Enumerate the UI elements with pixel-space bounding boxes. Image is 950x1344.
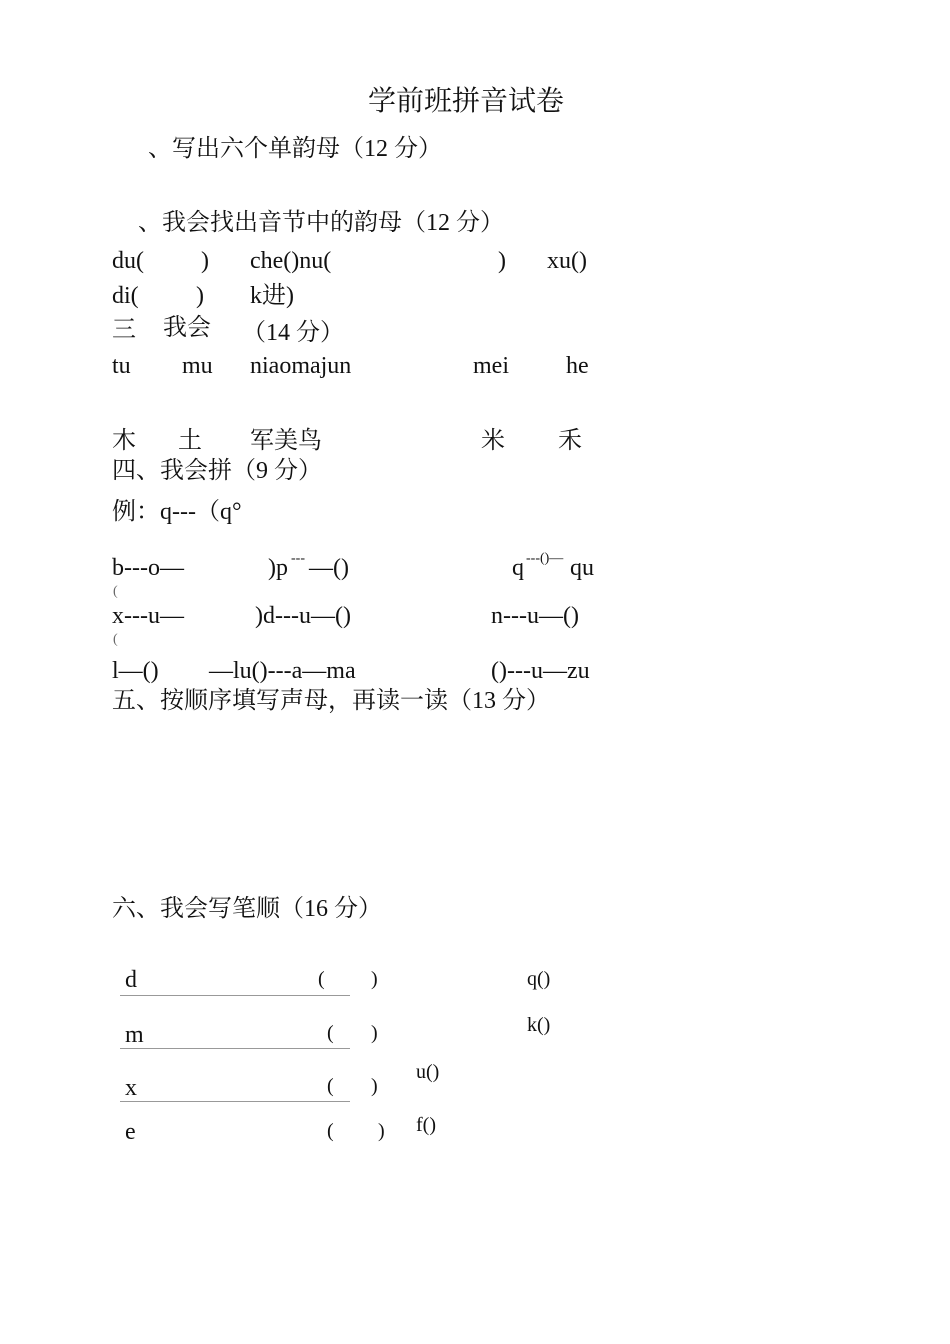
s6-right-item: u() xyxy=(416,1061,440,1083)
s3-hanzi: 土 xyxy=(178,428,202,454)
section5-heading: 五、按顺序填写声母，再读一读（13 分） xyxy=(112,688,550,714)
writing-line xyxy=(120,1101,350,1102)
s4-item: q xyxy=(512,555,524,581)
s6-letter-x: x xyxy=(125,1075,137,1101)
s6-close-paren: ) xyxy=(378,1120,385,1142)
s3-pinyin: niaomajun xyxy=(250,353,352,379)
section4-example: 例：q---（q° xyxy=(112,499,242,525)
s4-item: )p xyxy=(268,555,288,581)
section4-heading: 四、我会拼（9 分） xyxy=(112,458,322,484)
s4-item: —lu()---a—ma xyxy=(209,658,356,684)
s4-paren-mark: ( xyxy=(113,632,118,647)
s4-item: qu xyxy=(570,555,594,581)
s3-pinyin: tu xyxy=(112,353,131,379)
s2-item: di( xyxy=(112,283,139,309)
s3-pinyin: mu xyxy=(182,353,213,379)
s2-item: k进) xyxy=(250,283,294,309)
s6-right-item: q() xyxy=(527,968,551,990)
writing-line xyxy=(120,1048,350,1049)
s6-letter-d: d xyxy=(125,967,137,993)
section3-heading-score: （14 分） xyxy=(242,320,344,346)
s2-item: ) xyxy=(201,248,209,274)
s2-item: ) xyxy=(498,248,506,274)
s2-item: xu() xyxy=(547,248,587,274)
section3-heading-text: 我会 xyxy=(163,315,211,341)
writing-line xyxy=(120,995,350,996)
s4-item: )d---u—() xyxy=(255,603,351,629)
s3-hanzi: 米 xyxy=(481,428,505,454)
s6-open-paren: ( xyxy=(327,1022,334,1044)
page-title: 学前班拼音试卷 xyxy=(368,86,565,117)
s3-hanzi: 木 xyxy=(112,428,136,454)
s6-open-paren: ( xyxy=(327,1120,334,1142)
s4-paren-mark: ( xyxy=(113,584,118,599)
s4-item: ---()— xyxy=(526,551,564,566)
s4-item: ()---u—zu xyxy=(491,658,590,684)
s6-close-paren: ) xyxy=(371,1075,378,1097)
section1-heading: 、写出六个单韵母（12 分） xyxy=(148,136,442,162)
s3-hanzi: 军美鸟 xyxy=(250,428,322,454)
s3-pinyin: mei xyxy=(473,353,509,379)
s4-item: l—() xyxy=(112,658,159,684)
section6-heading: 六、我会写笔顺（16 分） xyxy=(112,896,382,922)
s2-item: ) xyxy=(196,283,204,309)
s3-hanzi: 禾 xyxy=(558,428,582,454)
s2-item: du( xyxy=(112,248,144,274)
s4-item: n---u—() xyxy=(491,603,579,629)
section3-heading-number: 三 xyxy=(112,317,136,343)
s4-item: —() xyxy=(309,555,349,581)
s6-right-item: f() xyxy=(416,1114,436,1136)
s4-item: b---o— xyxy=(112,555,184,581)
s4-item: x---u— xyxy=(112,603,184,629)
s3-pinyin: he xyxy=(566,353,589,379)
s2-item: che()nu( xyxy=(250,248,332,274)
s4-item: --- xyxy=(291,551,305,566)
s6-letter-e: e xyxy=(125,1119,136,1145)
s6-close-paren: ) xyxy=(371,1022,378,1044)
s6-open-paren: ( xyxy=(327,1075,334,1097)
section2-heading: 、我会找出音节中的韵母（12 分） xyxy=(138,210,504,236)
s6-right-item: k() xyxy=(527,1014,551,1036)
s6-letter-m: m xyxy=(125,1022,144,1048)
s6-close-paren: ) xyxy=(371,968,378,990)
s6-open-paren: ( xyxy=(318,968,325,990)
